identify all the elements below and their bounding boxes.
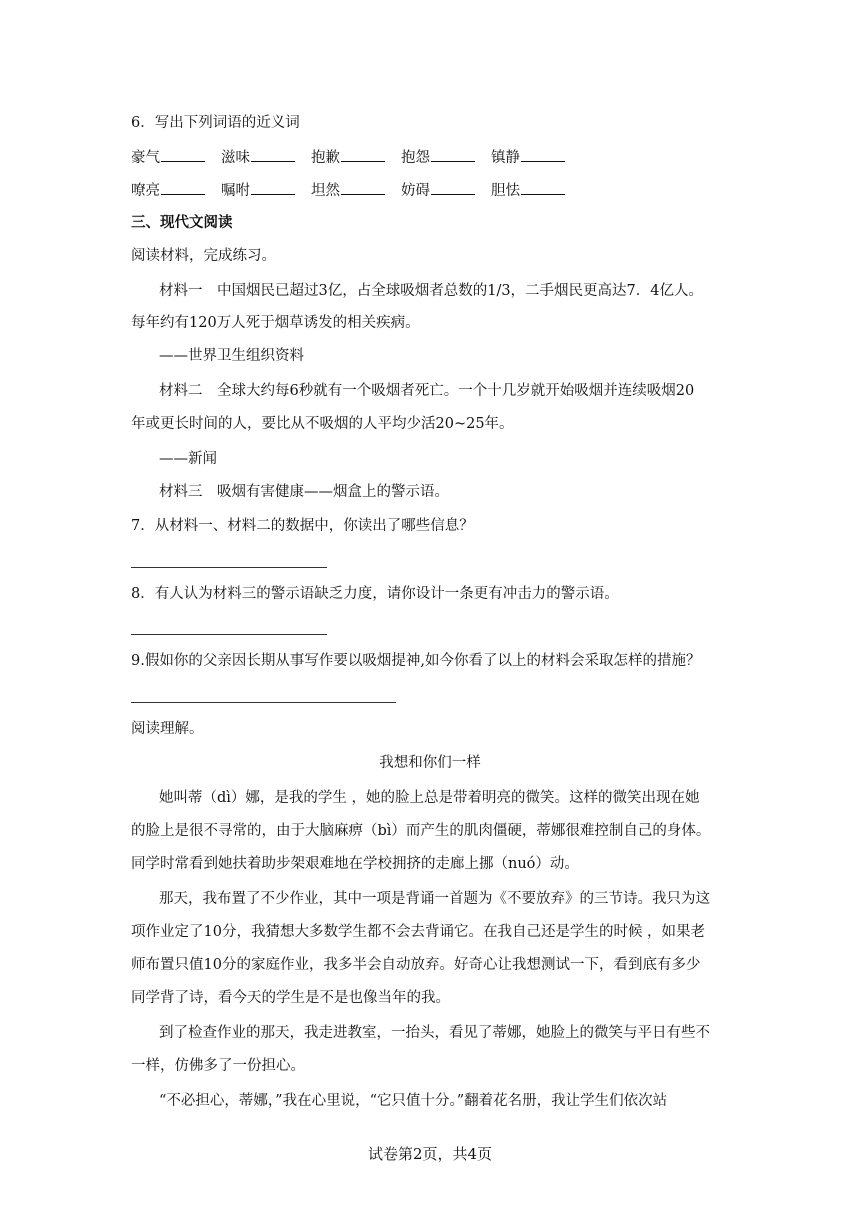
answer-blank[interactable] [251, 147, 295, 162]
answer-blank[interactable] [341, 147, 385, 162]
q6-row-1 [131, 147, 581, 168]
material-2-line-2: 年或更长时间的人，要比从不吸烟的人平均少活20~25年。 [131, 416, 514, 432]
answer-blank[interactable] [341, 180, 385, 195]
material-2-source: ——新闻 [159, 451, 217, 467]
section-3-intro: 阅读材料，完成练习。 [131, 248, 276, 264]
answer-line-q7[interactable] [131, 567, 327, 568]
question-6-title: 6．写出下列词语的近义词 [131, 115, 300, 131]
answer-blank[interactable] [431, 180, 475, 195]
answer-blank[interactable] [521, 147, 565, 162]
p1-line-3: 同学时常看到她扶着助步架艰难地在学校拥挤的走廊上挪（nuó）动。 [131, 856, 579, 872]
p2-line-4: 同学背了诗，看今天的学生是不是也像当年的我。 [131, 990, 450, 1006]
p2-line-3: 师布置只值10分的家庭作业，我多半会自动放弃。好奇心让我想测试一下，看到底有多少 [131, 957, 701, 973]
q6-row-2 [131, 180, 581, 201]
reading-intro: 阅读理解。 [131, 721, 204, 737]
p2-line-1: 那天，我布置了不少作业，其中一项是背诵一首题为《不要放弃》的三节诗。我只为这 [159, 891, 710, 907]
word: 豪气 [131, 150, 160, 166]
question-9: 9.假如你的父亲因长期从事写作要以吸烟提神,如今你看了以上的材料会采取怎样的措施？ [131, 653, 701, 669]
answer-blank[interactable] [161, 147, 205, 162]
word: 妨碍 [401, 183, 430, 199]
material-3: 材料三 吸烟有害健康——烟盒上的警示语。 [159, 484, 449, 500]
section-3-heading: 三、现代文阅读 [131, 215, 233, 231]
p1-line-1: 她叫蒂（dì）娜，是我的学生 ，她的脸上总是带着明亮的微笑。这样的微笑出现在她 [159, 790, 700, 806]
answer-blank[interactable] [521, 180, 565, 195]
question-7: 7．从材料一、材料二的数据中，你读出了哪些信息？ [131, 518, 474, 534]
word: 抱怨 [401, 150, 430, 166]
word: 滋味 [221, 150, 250, 166]
word: 胆怯 [491, 183, 520, 199]
answer-blank[interactable] [431, 147, 475, 162]
p4-line-1: “不必担心，蒂娜，”我在心里说，“它只值十分。”翻着花名册，我让学生们依次站 [159, 1093, 668, 1109]
answer-blank[interactable] [161, 180, 205, 195]
answer-blank[interactable] [251, 180, 295, 195]
answer-line-q8[interactable] [131, 634, 327, 635]
material-2-line-1: 材料二 全球大约每6秒就有一个吸烟者死亡。一个十几岁就开始吸烟并连续吸烟20 [159, 383, 695, 399]
material-1-line-2: 每年约有120万人死于烟草诱发的相关疾病。 [131, 315, 420, 331]
word: 镇静 [491, 150, 520, 166]
material-1-line-1: 材料一 中国烟民已超过3亿，占全球吸烟者总数的1/3，二手烟民更高达7．4亿人。 [159, 283, 704, 299]
p2-line-2: 项作业定了10分，我猜想大多数学生都不会去背诵它。在我自己还是学生的时候 ，如果老 [131, 924, 706, 940]
article-title: 我想和你们一样 [379, 755, 481, 771]
material-1-source: ——世界卫生组织资料 [159, 348, 304, 364]
word: 抱歉 [311, 150, 340, 166]
p3-line-2: 一样，仿佛多了一份担心。 [131, 1058, 305, 1074]
word: 坦然 [311, 183, 340, 199]
p1-line-2: 的脸上是很不寻常的，由于大脑麻痹（bì）而产生的肌肉僵硬，蒂娜很难控制自己的身体。 [131, 823, 711, 839]
question-8: 8．有人认为材料三的警示语缺乏力度，请你设计一条更有冲击力的警示语。 [131, 586, 619, 602]
answer-line-q9[interactable] [131, 702, 396, 703]
p3-line-1: 到了检查作业的那天，我走进教室，一抬头，看见了蒂娜，她脸上的微笑与平日有些不 [159, 1025, 710, 1041]
page-footer: 试卷第2页，共4页 [367, 1145, 493, 1163]
word: 嘹亮 [131, 183, 160, 199]
word: 嘱咐 [221, 183, 250, 199]
